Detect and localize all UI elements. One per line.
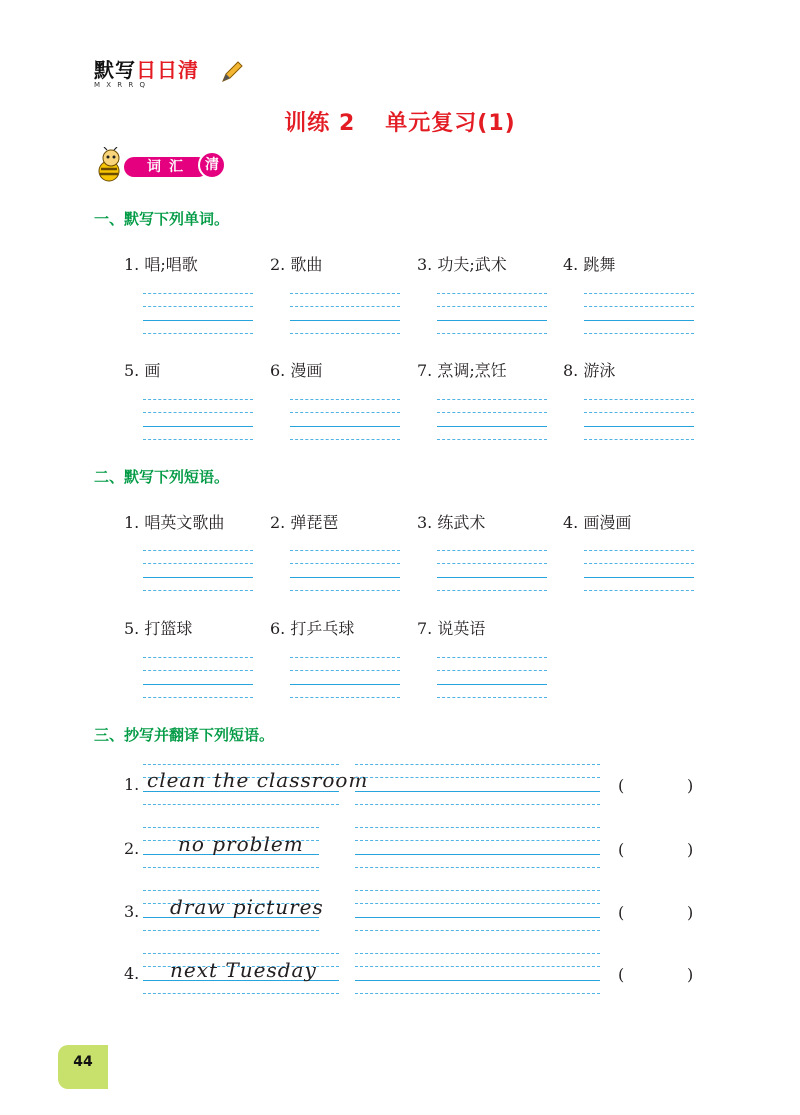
paren-open: ( bbox=[618, 903, 625, 922]
item-label: 3. 功夫;武术 bbox=[417, 255, 507, 274]
writing-grid[interactable] bbox=[143, 657, 253, 699]
row-number: 1. bbox=[124, 775, 140, 794]
writing-grid[interactable] bbox=[143, 399, 253, 441]
item-label: 5. 画 bbox=[124, 361, 161, 380]
writing-grid[interactable] bbox=[290, 657, 400, 699]
copy-answer-grid[interactable] bbox=[355, 953, 600, 995]
row-number: 2. bbox=[124, 839, 140, 858]
handwritten-phrase: next Tuesday bbox=[170, 958, 317, 982]
writing-grid[interactable] bbox=[437, 293, 547, 335]
writing-grid[interactable] bbox=[437, 399, 547, 441]
handwritten-phrase: draw pictures bbox=[170, 895, 324, 919]
row-number: 3. bbox=[124, 902, 140, 921]
copy-answer-grid[interactable] bbox=[355, 827, 600, 869]
bee-mascot-icon bbox=[94, 147, 128, 183]
brand-subtitle: M X R R Q bbox=[94, 81, 147, 89]
item-label: 1. 唱英文歌曲 bbox=[124, 513, 225, 532]
item-label: 1. 唱;唱歌 bbox=[124, 255, 198, 274]
qing-badge: 清 bbox=[198, 151, 226, 179]
copy-answer-grid[interactable] bbox=[355, 764, 600, 806]
section-heading: 一、默写下列单词。 bbox=[94, 210, 230, 228]
vocab-label: 词汇 bbox=[124, 157, 208, 177]
item-label: 8. 游泳 bbox=[563, 361, 616, 380]
item-label: 7. 烹调;烹饪 bbox=[417, 361, 507, 380]
item-label: 2. 歌曲 bbox=[270, 255, 323, 274]
paren-close: ) bbox=[687, 840, 694, 859]
page-number: 44 bbox=[58, 1045, 108, 1089]
paren-close: ) bbox=[687, 965, 694, 984]
writing-grid[interactable] bbox=[143, 550, 253, 592]
writing-grid[interactable] bbox=[437, 550, 547, 592]
paren-close: ) bbox=[687, 776, 694, 795]
brand-name-red: 日日清 bbox=[136, 58, 199, 82]
brand-name-black: 默写 bbox=[94, 58, 136, 82]
item-label: 7. 说英语 bbox=[417, 619, 486, 638]
writing-grid[interactable] bbox=[290, 550, 400, 592]
item-label: 2. 弹琵琶 bbox=[270, 513, 339, 532]
writing-grid[interactable] bbox=[143, 293, 253, 335]
lesson-topic: 单元复习(1) bbox=[385, 111, 516, 136]
page-title bbox=[0, 106, 800, 137]
pen-icon bbox=[220, 60, 244, 84]
paren-open: ( bbox=[618, 840, 625, 859]
writing-grid[interactable] bbox=[584, 293, 694, 335]
paren-open: ( bbox=[618, 776, 625, 795]
writing-grid[interactable] bbox=[290, 399, 400, 441]
handwritten-phrase: no problem bbox=[178, 832, 304, 856]
writing-grid[interactable] bbox=[584, 550, 694, 592]
section-heading: 三、抄写并翻译下列短语。 bbox=[94, 726, 275, 744]
writing-grid[interactable] bbox=[290, 293, 400, 335]
paren-close: ) bbox=[687, 903, 694, 922]
row-number: 4. bbox=[124, 964, 140, 983]
paren-open: ( bbox=[618, 965, 625, 984]
copy-answer-grid[interactable] bbox=[355, 890, 600, 932]
item-label: 6. 漫画 bbox=[270, 361, 323, 380]
section-heading: 二、默写下列短语。 bbox=[94, 468, 230, 486]
item-label: 4. 画漫画 bbox=[563, 513, 632, 532]
writing-grid[interactable] bbox=[584, 399, 694, 441]
item-label: 5. 打篮球 bbox=[124, 619, 193, 638]
item-label: 6. 打乒乓球 bbox=[270, 619, 355, 638]
lesson-number: 训练 2 bbox=[284, 111, 356, 136]
item-label: 4. 跳舞 bbox=[563, 255, 616, 274]
item-label: 3. 练武术 bbox=[417, 513, 486, 532]
handwritten-phrase: clean the classroom bbox=[147, 768, 369, 792]
writing-grid[interactable] bbox=[437, 657, 547, 699]
